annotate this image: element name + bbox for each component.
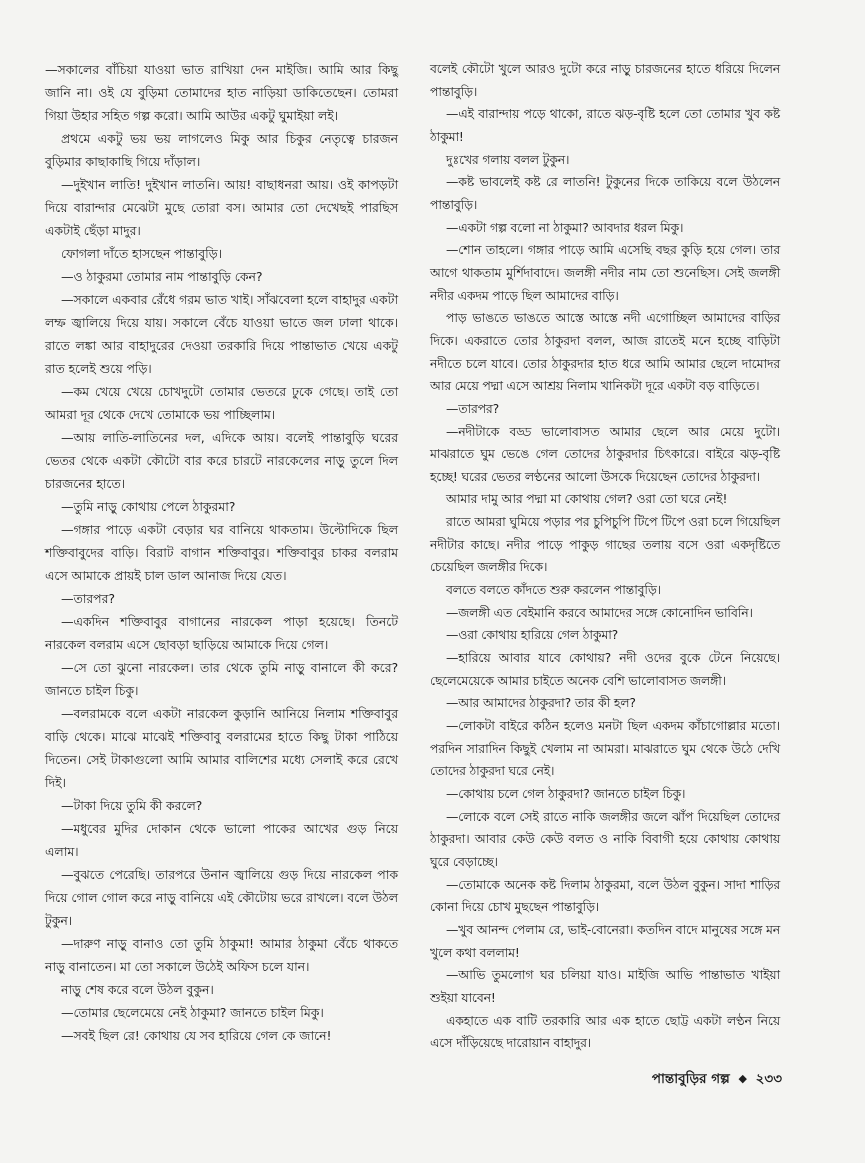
paragraph: —সকালে একবার রেঁধে গরম ভাত খাই। সাঁঝবেলা হলে বাহাদুর একটা লম্ফ জ্বালিয়ে দিয়ে যায়। সকালে বেঁচে যাওয়া ভাতে জল ঢালা থাকে। রাতে লঙ্কা আর বাহাদুরের দেওয়া তরকারি দিয়ে পান্তাভাত খেয়ে একটু রাত হলেই শুয়ে পড়ি।: [45, 292, 398, 376]
left-text-column: [45, 58, 398, 1047]
paragraph: —নদীটাকে বড্ড ভালোবাসত আমার ছেলে আর মেয়ে দুটো। মাঝরাতে ঘুম ভেঙে গেল তোদের ঠাকুরদার চিৎকারে। বাইরে ঝড়-বৃষ্টি হচ্ছে! ঘরের ভেতর লণ্ঠনের আলো উসকে দিয়েছেন তোদের ঠাকুরদা।: [430, 423, 780, 484]
paragraph: —তোমার ছেলেমেয়ে নেই ঠাকুমা? জানতে চাইল মিকু।: [61, 1005, 324, 1020]
paragraph: —আয় লাতি-লাতিনের দল, এদিকে আয়। বলেই পান্তাবুড়ি ঘরের ভেতর থেকে একটা কৌটো বার করে চারটে নারকেলের নাড়ু তুলে দিল চারজনের হাতে।: [45, 430, 398, 491]
paragraph: —তারপর?: [446, 400, 499, 416]
right-text-column: [430, 58, 780, 1055]
paragraph: —কম খেয়ে খেয়ে চোখদুটো তোমার ভেতরে ঢুকে গেছে। তাই তো আমরা দূর থেকে দেখে তোমাকে ভয় পাচ্ছিলাম।: [45, 384, 398, 422]
running-title: পান্তাবুড়ির গল্প: [651, 1071, 730, 1087]
paragraph: —সবই ছিল রে! কোথায় যে সব হারিয়ে গেল কে জানে!: [61, 1028, 332, 1043]
paragraph: —তোমাকে অনেক কষ্ট দিলাম ঠাকুরমা, বলে উঠল বুকুন। সাদা শাড়ির কোনা দিয়ে চোখ মুছছেন পান্তাবুড়ি।: [430, 876, 780, 915]
paragraph: —গঙ্গার পাড়ে একটা বেড়ার ঘর বানিয়ে থাকতাম। উল্টোদিকে ছিল শক্তিবাবুদের বাড়ি। বিরাট বাগান শক্তিবাবুর। শক্তিবাবুর চাকর বলরাম এসে আমাকে প্রায়ই চাল ডাল আনাজ দিয়ে যেত।: [45, 522, 398, 583]
paragraph: প্রথমে একটু ভয় ভয় লাগলেও মিকু আর চিকুর নেতৃত্বে চারজন বুড়িমার কাছাকাছি গিয়ে দাঁড়াল।: [45, 131, 398, 169]
paragraph: —দারুণ নাড়ু বানাও তো তুমি ঠাকুমা! আমার ঠাকুমা বেঁচে থাকতে নাড়ু বানাতেন। মা তো সকালে উঠেই অফিস চলে যান।: [45, 936, 398, 974]
paragraph: —একদিন শক্তিবাবুর বাগানের নারকেল পাড়া হয়েছে। তিনটে নারকেল বলরাম এসে ছোবড়া ছাড়িয়ে আমাকে দিয়ে গেল।: [45, 614, 398, 652]
paragraph: বলতে বলতে কাঁদতে শুরু করলেন পান্তাবুড়ি।: [446, 582, 661, 598]
paragraph: একহাতে এক বাটি তরকারি আর এক হাতে ছোট্ট একটা লণ্ঠন নিয়ে এসে দাঁড়িয়েছে দারোয়ান বাহাদুর।: [430, 1012, 780, 1051]
paragraph: —দুইখান লাতি! দুইখান লাতনি। আয়! বাছাধনরা আয়। ওই কাপড়টা দিয়ে বারান্দার মেঝেটা মুছে তোরা বস। আমার তো দেখেছই পারছিস একটাই ছেঁড়া মাদুর।: [45, 177, 398, 238]
paragraph: রাতে আমরা ঘুমিয়ে পড়ার পর চুপিচুপি টিপে টিপে ওরা চলে গিয়েছিল নদীটার কাছে। নদীর পাড়ে পাকুড় গাছের তলায় বসে ওরা একদৃষ্টিতে চেয়েছিল জলঙ্গীর দিকে।: [430, 514, 780, 575]
paragraph: —একটা গল্প বলো না ঠাকুমা? আবদার ধরল মিকু।: [446, 219, 684, 235]
paragraph: —সে তো ঝুনো নারকেল। তার থেকে তুমি নাড়ু বানালে কী করে? জানতে চাইল চিকু।: [45, 660, 398, 698]
paragraph: —তুমি নাড়ু কোথায় পেলে ঠাকুরমা?: [61, 499, 236, 514]
paragraph: —কষ্ট ভাবলেই কষ্ট রে লাতনি! টুকুনের দিকে তাকিয়ে বলে উঠলেন পান্তাবুড়ি।: [430, 174, 780, 212]
paragraph: —লোকে বলে সেই রাতে নাকি জলঙ্গীর জলে ঝাঁপ দিয়েছিল তোদের ঠাকুরদা। আবার কেউ কেউ বলত ও নাকি বিবাগী হয়ে কোথায় কোথায় ঘুরে বেড়াচ্ছে।: [430, 808, 780, 869]
diamond-separator-icon: ◆: [738, 1072, 747, 1085]
paragraph: —মধুবের মুদির দোকান থেকে ভালো পাকের আখের গুড় নিয়ে এলাম।: [45, 821, 398, 859]
paragraph: —বলরামকে বলে একটা নারকেল কুড়ানি আনিয়ে নিলাম শক্তিবাবুর বাড়ি থেকে। মাঝে মাঝেই শক্তিবাবু বলরামের হাতে কিছু টাকা পাঠিয়ে দিতেন। সেই টাকাগুলো আমি আমার বালিশের মধ্যে সেলাই করে রেখে দিই।: [45, 706, 398, 790]
paragraph: —টাকা দিয়ে তুমি কী করলে?: [61, 798, 203, 813]
paragraph: —এই বারান্দায় পড়ে থাকো, রাতে ঝড়-বৃষ্টি হলে তো তোমার খুব কষ্ট ঠাকুমা!: [430, 106, 780, 144]
paragraph: —সকালের বাঁচিয়া যাওয়া ভাত রাখিয়া দেন মাইজি। আমি আর কিছু জানি না। ওই যে বুড়িমা তোমাদের হাত নাড়িয়া ডাকিতেছেন। তোমরা গিয়া উহার সহিত গল্প করো। আমি আউর একটু ঘুমাইয়া লই।: [45, 62, 398, 123]
paragraph: —ওরা কোথায় হারিয়ে গেল ঠাকুমা?: [446, 627, 619, 643]
page-number: ২৩৩: [755, 1071, 782, 1087]
paragraph: নাড়ু শেষ করে বলে উঠল বুকুন।: [61, 982, 214, 997]
paragraph: আমার দামু আর পদ্মা মা কোথায় গেল? ওরা তো ঘরে নেই!: [446, 491, 728, 507]
paragraph: —তারপর?: [61, 591, 115, 606]
paragraph: —খুব আনন্দ পেলাম রে, ভাই-বোনেরা। কতদিন বাদে মানুষের সঙ্গে মন খুলে কথা বললাম!: [430, 921, 780, 960]
paragraph: —লোকটা বাইরে কঠিন হলেও মনটা ছিল একদম কাঁচাগোল্লার মতো। পরদিন সারাদিন কিছুই খেলাম না আমরা। মাঝরাতে ঘুম থেকে উঠে দেখি তোদের ঠাকুরদা ঘরে নেই।: [430, 718, 780, 779]
paragraph: —শোন তাহলে। গঙ্গার পাড়ে আমি এসেছি বছর কুড়ি হয়ে গেল। তার আগে থাকতাম মুর্শিদাবাদে। জলঙ্গী নদীর নাম তো শুনেছিস। সেই জলঙ্গী নদীর একদম পাড়ে ছিল আমাদের বাড়ি।: [430, 242, 780, 303]
paragraph: —জলঙ্গী এত বেইমানি করবে আমাদের সঙ্গে কোনোদিন ভাবিনি।: [446, 604, 753, 620]
page-footer: [612, 1068, 782, 1091]
paragraph: —বুঝতে পেরেছি। তারপরে উনান জ্বালিয়ে গুড় দিয়ে নারকেল পাক দিয়ে গোল গোল করে নাড়ু বানিয়ে এই কৌটোয় ভরে রাখলে। বলে উঠল টুকুন।: [45, 867, 398, 928]
paragraph: —আর আমাদের ঠাকুরদা? তার কী হল?: [446, 695, 636, 711]
paragraph: —ও ঠাকুরমা তোমার নাম পান্তাবুড়ি কেন?: [61, 269, 263, 284]
paragraph: —আভি তুমলোগ ঘর চলিয়া যাও। মাইজি আভি পান্তাভাত খাইয়া শুইয়া যাবেন!: [430, 967, 780, 1005]
paragraph: বলেই কৌটো খুলে আরও দুটো করে নাড়ু চারজনের হাতে ধরিয়ে দিলেন পান্তাবুড়ি।: [430, 61, 780, 99]
paragraph: পাড় ভাঙতে ভাঙতে আস্তে আস্তে নদী এগোচ্ছিল আমাদের বাড়ির দিকে। একরাতে তোর ঠাকুরদা বলল, আজ রাতেই মনে হচ্ছে বাড়িটা নদীতে চলে যাবে। তোর ঠাকুরদার হাত ধরে আমি আমার ছেলে দামোদর আর মেয়ে পদ্মা এসে আশ্রয় নিলাম খানিকটা দূরে একটা বড় বাড়িতে।: [430, 310, 780, 394]
paragraph: ফোগলা দাঁতে হাসছেন পান্তাবুড়ি।: [61, 246, 222, 261]
paragraph: —হারিয়ে আবার যাবে কোথায়? নদী ওদের বুকে টেনে নিয়েছে। ছেলেমেয়েকে আমার চাইতে অনেক বেশি ভালোবাসত জলঙ্গী।: [430, 650, 780, 688]
paragraph: দুঃখের গলায় বলল টুকুন।: [446, 151, 570, 167]
paragraph: —কোথায় চলে গেল ঠাকুরদা? জানতে চাইল চিকু।: [446, 786, 686, 801]
